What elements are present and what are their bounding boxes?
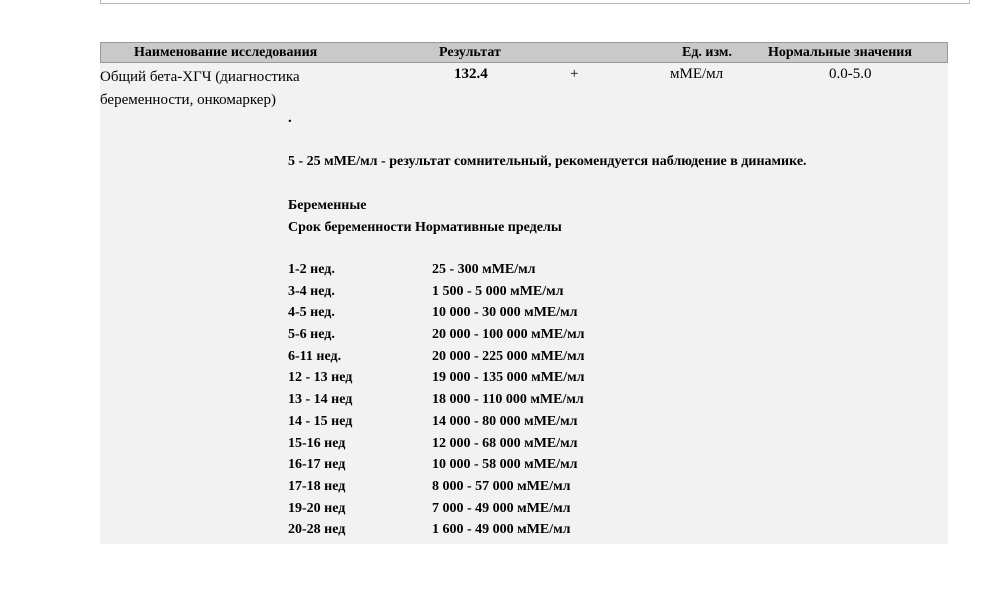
reference-range: 18 000 - 110 000 мМЕ/мл [432, 392, 584, 408]
reference-range: 10 000 - 58 000 мМЕ/мл [432, 457, 578, 473]
reference-term: 14 - 15 нед [288, 413, 353, 429]
reference-range: 1 600 - 49 000 мМЕ/мл [432, 522, 571, 538]
reference-range: 7 000 - 49 000 мМЕ/мл [432, 500, 571, 516]
reference-term: 5-6 нед. [288, 327, 335, 343]
header-name: Наименование исследования [134, 45, 318, 60]
test-normal-range: 0.0-5.0 [829, 66, 872, 82]
reference-term: 20-28 нед [288, 522, 346, 538]
previous-section-box [100, 0, 970, 4]
pregnant-title: Беременные [288, 198, 367, 213]
test-name: Общий бета-ХГЧ (диагностика беременности, онкомаркер) [100, 69, 300, 108]
reference-range: 12 000 - 68 000 мМЕ/мл [432, 435, 578, 451]
header-result: Результат [439, 45, 501, 60]
reference-term: 12 - 13 нед [288, 370, 353, 386]
pregnant-table-header: Срок беременности Нормативные пределы [288, 220, 562, 235]
doubtful-result-comment: 5 - 25 мМЕ/мл - результат сомнительный, рекомендуется наблюдение в динамике. [288, 154, 807, 169]
reference-term: 4-5 нед. [288, 305, 335, 321]
reference-term: 3-4 нед. [288, 283, 335, 299]
reference-range: 20 000 - 225 000 мМЕ/мл [432, 348, 585, 364]
reference-term: 15-16 нед [288, 435, 346, 451]
reference-range: 14 000 - 80 000 мМЕ/мл [432, 413, 578, 429]
reference-range: 8 000 - 57 000 мМЕ/мл [432, 478, 571, 494]
reference-term: 6-11 нед. [288, 348, 342, 364]
reference-range: 1 500 - 5 000 мМЕ/мл [432, 283, 564, 299]
reference-term: 16-17 нед [288, 457, 346, 473]
reference-term: 13 - 14 нед [288, 392, 353, 408]
reference-range: 19 000 - 135 000 мМЕ/мл [432, 370, 585, 386]
header-unit: Ед. изм. [682, 45, 732, 60]
reference-term: 17-18 нед [288, 478, 346, 494]
test-unit: мМЕ/мл [670, 66, 724, 82]
reference-term: 1-2 нед. [288, 262, 335, 277]
test-flag: + [570, 66, 579, 82]
header-normal: Нормальные значения [768, 45, 912, 60]
table-header [100, 42, 948, 63]
result-body [100, 63, 948, 544]
reference-range: 25 - 300 мМЕ/мл [432, 262, 536, 277]
reference-term: 19-20 нед [288, 500, 346, 516]
separator-dot: . [288, 110, 292, 126]
reference-range: 20 000 - 100 000 мМЕ/мл [432, 327, 585, 343]
test-result: 132.4 [454, 66, 488, 82]
reference-range: 10 000 - 30 000 мМЕ/мл [432, 305, 578, 321]
